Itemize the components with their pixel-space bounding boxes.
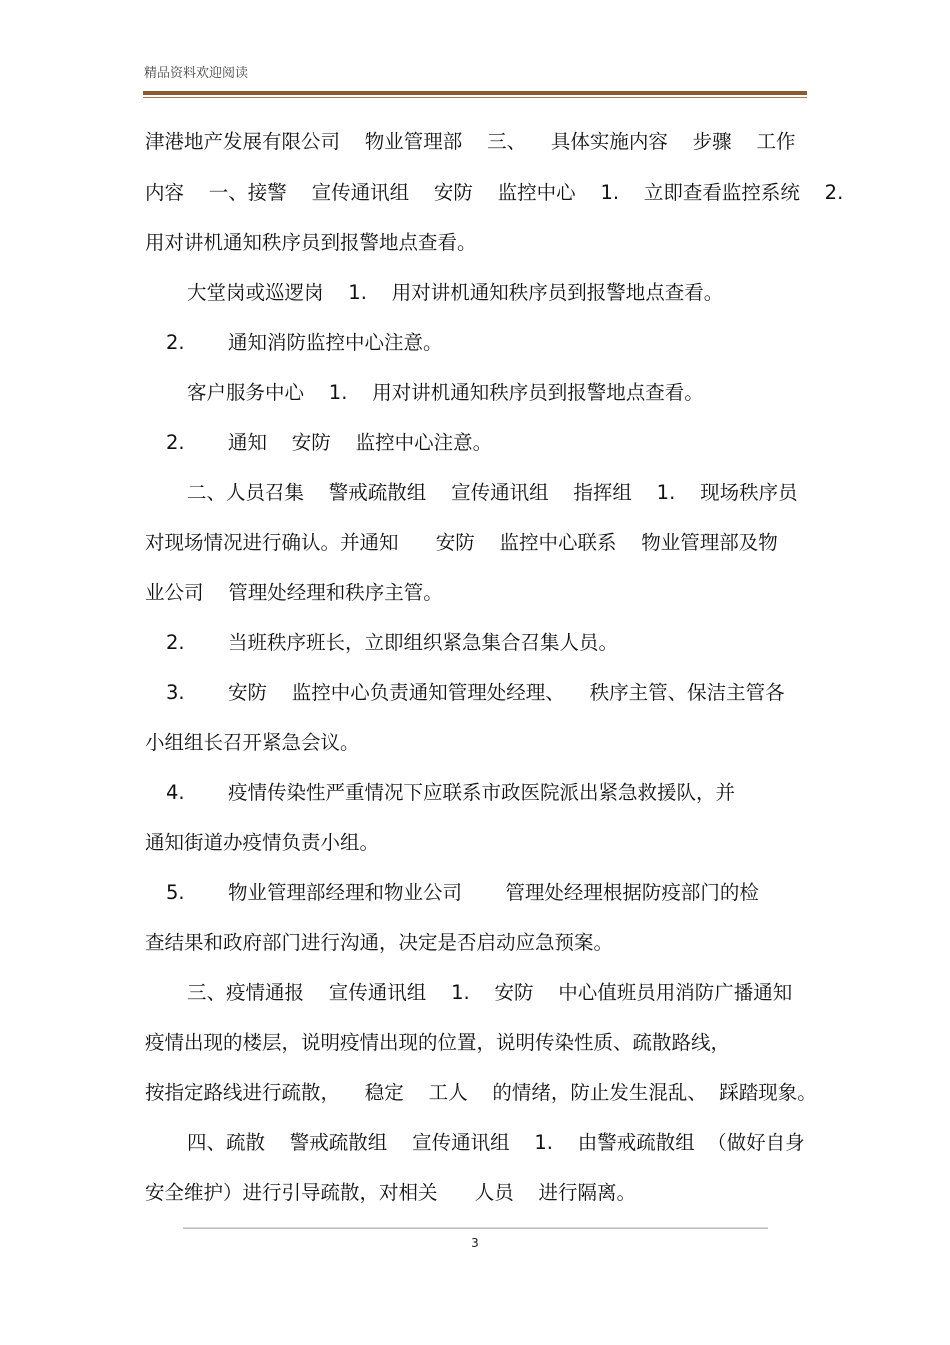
text-line: 查结果和政府部门进行沟通，决定是否启动应急预案。 <box>145 931 614 954</box>
text-line: 业公司 管理处经理和秩序主管。 <box>145 581 443 604</box>
text-line: 大堂岗或巡逻岗 1. 用对讲机通知秩序员到报警地点查看。 <box>187 281 724 304</box>
text-line: 小组组长召开紧急会议。 <box>145 731 360 754</box>
text-line: 客户服务中心 1. 用对讲机通知秩序员到报警地点查看。 <box>187 381 704 404</box>
text-line: 通知街道办疫情负责小组。 <box>145 831 380 854</box>
header-rule-thick <box>143 91 807 95</box>
text-line: 疫情出现的楼层，说明疫情出现的位置，说明传染性质、疏散路线， <box>145 1031 731 1054</box>
text-line: 按指定路线进行疏散， 稳定 工人 的情绪，防止发生混乱、 踩踏现象。 <box>145 1081 817 1104</box>
text-line: 4. 疫情传染性严重情况下应联系市政医院派出紧急救援队，并 <box>166 781 735 804</box>
text-line: 四、疏散 警戒疏散组 宣传通讯组 1. 由警戒疏散组 （做好自身 <box>187 1131 805 1154</box>
text-line: 二、人员召集 警戒疏散组 宣传通讯组 指挥组 1. 现场秩序员 <box>187 481 798 504</box>
footer-rule <box>183 1227 768 1229</box>
text-line: 2. 通知 安防 监控中心注意。 <box>166 431 493 454</box>
text-line: 5. 物业管理部经理和物业公司 管理处经理根据防疫部门的检 <box>166 881 759 904</box>
text-line: 3. 安防 监控中心负责通知管理处经理、 秩序主管、保洁主管各 <box>166 681 785 704</box>
header-rule-thin <box>143 97 807 98</box>
text-line: 对现场情况进行确认。并通知 安防 监控中心联系 物业管理部及物 <box>145 531 778 554</box>
text-line: 安全维护）进行引导疏散，对相关 人员 进行隔离。 <box>145 1181 636 1204</box>
text-line: 2. 通知消防监控中心注意。 <box>166 331 443 354</box>
text-line: 用对讲机通知秩序员到报警地点查看。 <box>145 231 477 254</box>
text-line: 2. 当班秩序班长，立即组织紧急集合召集人员。 <box>166 631 618 654</box>
text-line: 内容 一、接警 宣传通讯组 安防 监控中心 1. 立即查看监控系统 2. <box>145 181 844 204</box>
text-line: 三、疫情通报 宣传通讯组 1. 安防 中心值班员用消防广播通知 <box>187 981 793 1004</box>
text-line: 津港地产发展有限公司 物业管理部 三、 具体实施内容 步骤 工作 <box>145 130 796 153</box>
page-number: 3 <box>471 1236 479 1250</box>
page-header: 精品资料欢迎阅读 <box>144 66 249 81</box>
